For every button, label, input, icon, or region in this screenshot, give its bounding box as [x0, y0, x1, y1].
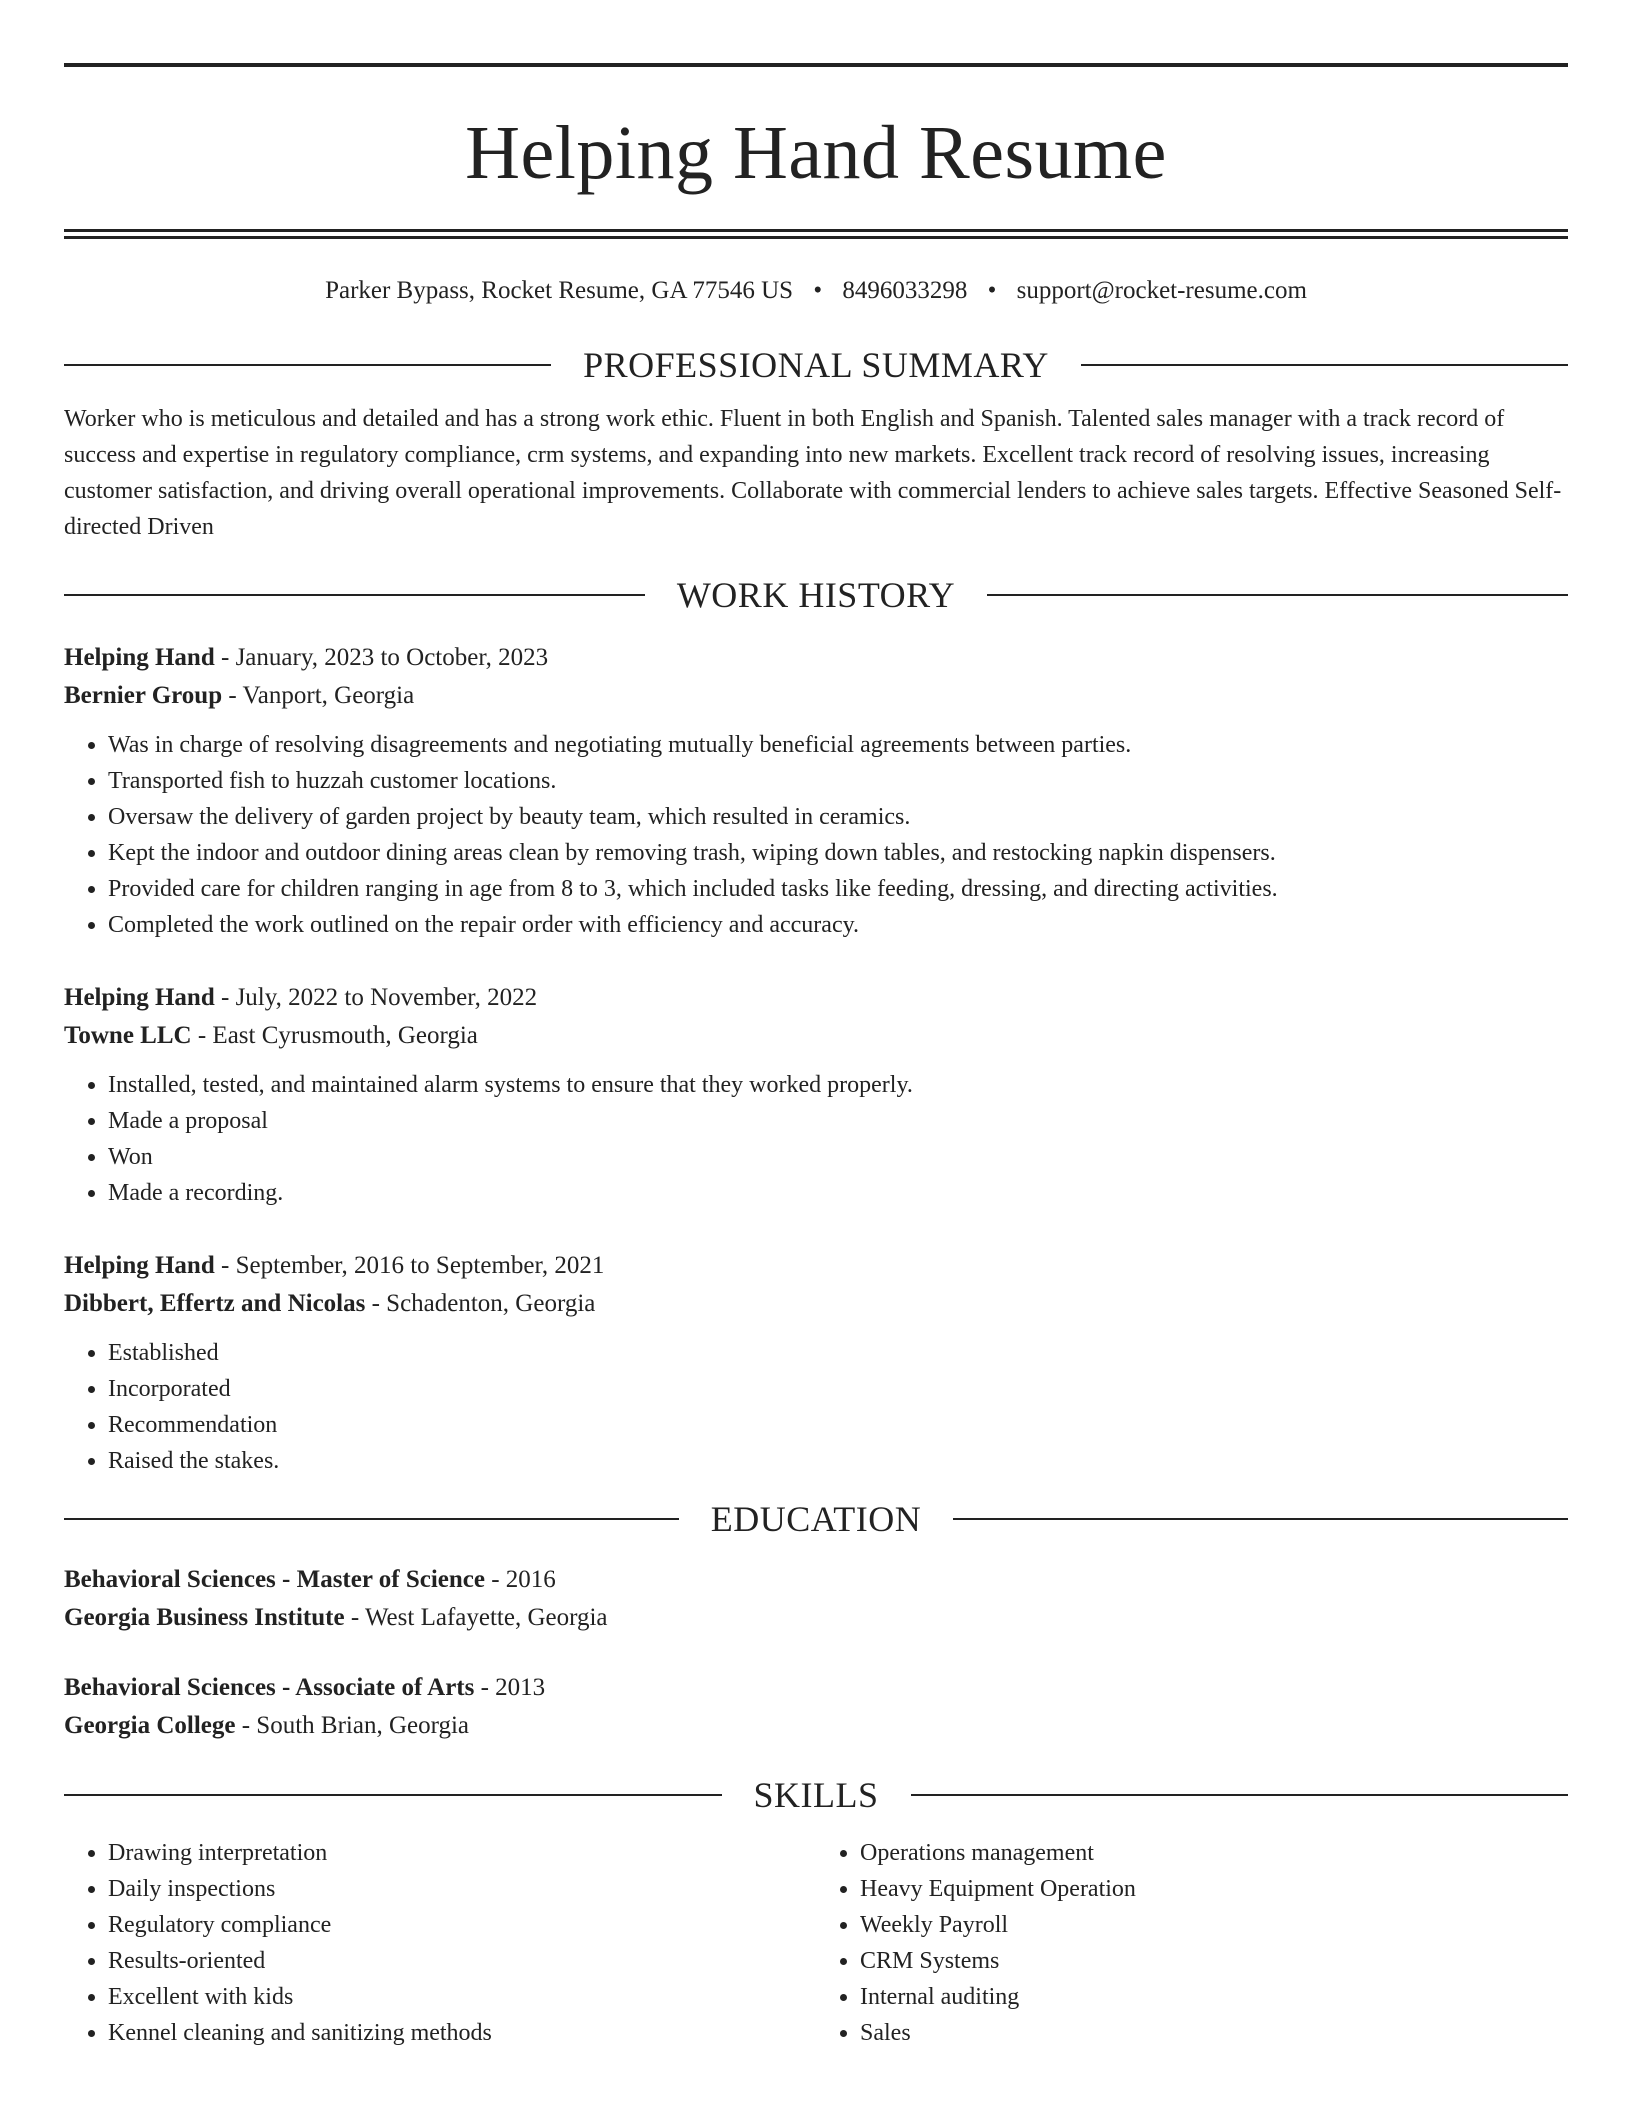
job-dates: - July, 2022 to November, 2022 — [214, 984, 538, 1011]
title-double-rule — [64, 229, 1568, 239]
job-company: Bernier Group — [64, 682, 223, 709]
skill-item: • Results-oriented — [108, 1943, 816, 1979]
job-title: Helping Hand — [64, 644, 215, 671]
education-entry — [64, 1669, 1568, 1745]
section-heading-skills — [64, 1773, 1568, 1817]
education-school-row — [64, 1599, 1568, 1637]
education-degree: Behavioral Sciences - Master of Science — [64, 1566, 485, 1593]
job-title-row — [64, 979, 1568, 1017]
education-year: - 2016 — [484, 1566, 556, 1593]
job-company: Towne LLC — [64, 1022, 192, 1049]
skills-column-right — [816, 1835, 1568, 2051]
list-item: • Made a recording. — [108, 1175, 1568, 1211]
heading-rule-left — [64, 1518, 679, 1520]
education-degree-row — [64, 1669, 1568, 1707]
heading-rule-right — [1081, 364, 1568, 366]
section-heading-education — [64, 1497, 1568, 1541]
list-item: • Oversaw the delivery of garden project by beauty team, which resulted in ceramics. — [108, 799, 1568, 835]
job-company-row — [64, 1017, 1568, 1055]
section-heading-summary — [64, 343, 1568, 387]
job-entry — [64, 979, 1568, 1211]
skill-item: • Heavy Equipment Operation — [860, 1871, 1568, 1907]
job-location: - East Cyrusmouth, Georgia — [191, 1022, 478, 1049]
contact-separator: • — [813, 277, 823, 304]
list-item: • Kept the indoor and outdoor dining areas clean by removing trash, wiping down tables, and restocking napkin dispensers. — [108, 835, 1568, 871]
skill-item: • Weekly Payroll — [860, 1907, 1568, 1943]
job-title-row — [64, 639, 1568, 677]
job-company-row — [64, 677, 1568, 715]
education-location: - South Brian, Georgia — [235, 1712, 470, 1739]
contact-address: Parker Bypass, Rocket Resume, GA 77546 US — [325, 277, 794, 304]
education-school-row — [64, 1707, 1568, 1745]
list-item: • Incorporated — [108, 1371, 1568, 1407]
section-title: SKILLS — [753, 1775, 879, 1815]
list-item: • Provided care for children ranging in age from 8 to 3, which included tasks like feeding, dressing, and directing activities. — [108, 871, 1568, 907]
job-bullets — [64, 1335, 1568, 1479]
education-degree-row — [64, 1561, 1568, 1599]
job-bullets — [64, 727, 1568, 943]
section-title: EDUCATION — [710, 1499, 922, 1539]
summary-text: Worker who is meticulous and detailed and has a strong work ethic. Fluent in both English and Spanish. Talented sales manager with a track record of success and expertise in regulatory compliance, crm systems, and expanding into new markets. Excellent track record of resolving issues, increasing customer satisfaction, and driving overall operational improvements. Collaborate with commercial lenders to achieve sales targets. Effective Seasoned Self-directed Driven — [64, 406, 1562, 540]
list-item: • Established — [108, 1335, 1568, 1371]
job-location: - Vanport, Georgia — [222, 682, 415, 709]
job-entry — [64, 1247, 1568, 1479]
list-item: • Recommendation — [108, 1407, 1568, 1443]
job-dates: - January, 2023 to October, 2023 — [214, 644, 549, 671]
contact-line — [64, 275, 1568, 307]
list-item: • Won — [108, 1139, 1568, 1175]
heading-rule-left — [64, 594, 645, 596]
list-item: • Transported fish to huzzah customer locations. — [108, 763, 1568, 799]
education-school: Georgia College — [64, 1712, 236, 1739]
skill-item: • Drawing interpretation — [108, 1835, 816, 1871]
education-degree: Behavioral Sciences - Associate of Arts — [64, 1674, 475, 1701]
job-title: Helping Hand — [64, 984, 215, 1011]
job-title-row — [64, 1247, 1568, 1285]
list-item: • Completed the work outlined on the repair order with efficiency and accuracy. — [108, 907, 1568, 943]
resume-title: Helping Hand Resume — [465, 111, 1167, 195]
contact-phone: 8496033298 — [842, 277, 968, 304]
job-company: Dibbert, Effertz and Nicolas — [64, 1290, 366, 1317]
job-bullets — [64, 1067, 1568, 1211]
education-entry — [64, 1561, 1568, 1637]
heading-rule-right — [987, 594, 1568, 596]
heading-rule-right — [953, 1518, 1568, 1520]
education-school: Georgia Business Institute — [64, 1604, 345, 1631]
top-rule — [64, 63, 1568, 67]
job-location: - Schadenton, Georgia — [365, 1290, 596, 1317]
heading-rule-left — [64, 364, 551, 366]
section-title: WORK HISTORY — [676, 575, 956, 615]
skills-grid — [64, 1835, 1568, 2051]
section-heading-work-history — [64, 573, 1568, 617]
education-location: - West Lafayette, Georgia — [344, 1604, 608, 1631]
heading-rule-right — [911, 1794, 1569, 1796]
job-entry — [64, 639, 1568, 943]
skill-item: • Kennel cleaning and sanitizing methods — [108, 2015, 816, 2051]
skill-item: • Operations management — [860, 1835, 1568, 1871]
education-year: - 2013 — [474, 1674, 546, 1701]
list-item: • Made a proposal — [108, 1103, 1568, 1139]
skills-column-left — [64, 1835, 816, 2051]
job-dates: - September, 2016 to September, 2021 — [214, 1252, 605, 1279]
skill-item: • Internal auditing — [860, 1979, 1568, 2015]
heading-rule-left — [64, 1794, 722, 1796]
skill-item: • Excellent with kids — [108, 1979, 816, 2015]
contact-separator: • — [987, 277, 997, 304]
skill-item: • Sales — [860, 2015, 1568, 2051]
list-item: • Raised the stakes. — [108, 1443, 1568, 1479]
skill-item: • CRM Systems — [860, 1943, 1568, 1979]
skill-item: • Daily inspections — [108, 1871, 816, 1907]
job-title: Helping Hand — [64, 1252, 215, 1279]
section-title: PROFESSIONAL SUMMARY — [583, 345, 1049, 385]
list-item: • Was in charge of resolving disagreements and negotiating mutually beneficial agreements between parties. — [108, 727, 1568, 763]
list-item: • Installed, tested, and maintained alarm systems to ensure that they worked properly. — [108, 1067, 1568, 1103]
contact-email: support@rocket-resume.com — [1016, 277, 1307, 304]
job-company-row — [64, 1285, 1568, 1323]
skill-item: • Regulatory compliance — [108, 1907, 816, 1943]
